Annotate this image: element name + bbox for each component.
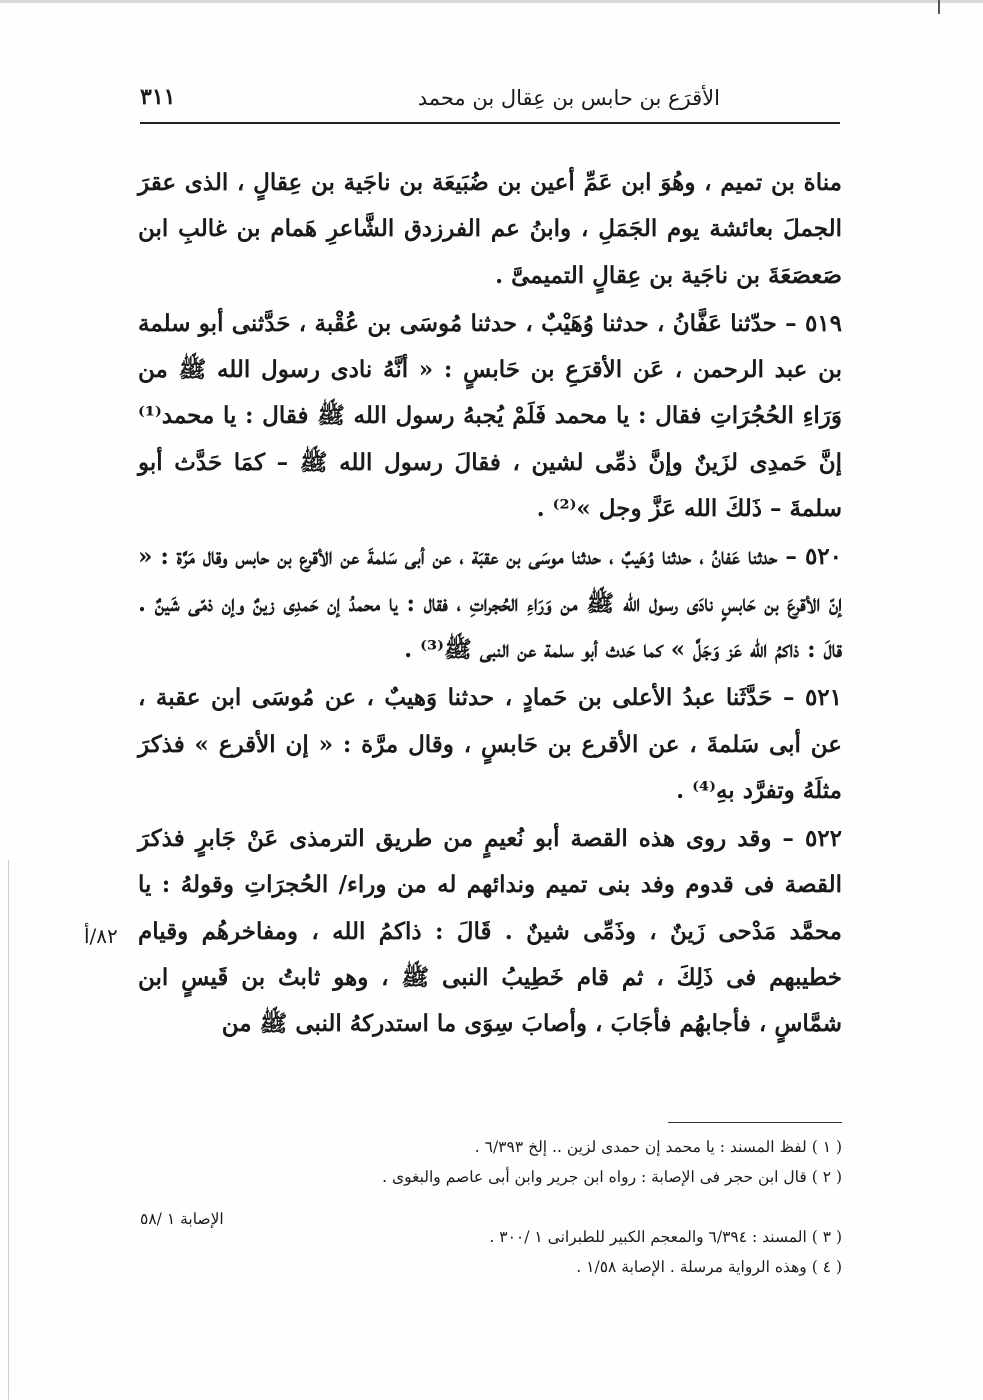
manuscript-folio-note: ٨٢/أ [84, 924, 118, 948]
running-title: الأقرَع بن حابس بن عِقال بن محمد [417, 86, 720, 110]
scan-top-edge [0, 0, 983, 3]
footnote-4: ( ٤ ) وهذه الرواية مرسلة . الإصابة ١/٥٨ . [576, 1258, 842, 1276]
footnotes [140, 1132, 842, 1282]
scan-left-edge [8, 860, 9, 1400]
footnote-1: ( ١ ) لفظ المسند : يا محمد إن حمدى لزين .. إلخ ٦/٣٩٣ . [474, 1138, 842, 1156]
paragraph-519: ٥١٩ – حدّثنا عَفَّانُ ، حدثنا وُهَيْبٌ ، حدثنا مُوسَى بن عُقْبة ، حَدَّثنى أبو سلمة بن عبد الرحمن ، عَن الأقرَعِ بن حَابسٍ : « أنَّهُ نادى رسول الله ﷺ من وَرَاءِ الحُجُرَاتِ فقال : يا محمد فَلَمْ يُجبهُ رسول الله ﷺ فقال : يا محمد⁽¹⁾ إنَّ حَمدِى لزَينٌ وإنَّ ذمِّى لشين ، فقالَ رسول الله ﷺ – كمَا حَدَّث أبو سلمةَ – ذَلكَ الله عَزَّ وجل »⁽²⁾ . [138, 309, 842, 523]
footnote-2: ( ٢ ) قال ابن حجر فى الإصابة : رواه ابن جرير وابن أبى عاصم والبغوى . [382, 1168, 842, 1186]
paragraph-522: ٥٢٢ – وقد روى هذه القصة أبو نُعيمٍ من طريق الترمذى عَنْ جَابرٍ فذكرَ القصة فى قدوم وفد بنى تميم وندائهم له من وراء/ الحُجرَاتِ وقولهُ : يا محمَّد مَدْحى زَينٌ ، وذَمِّى شينٌ . قَالَ : ذاكمُ الله ، ومفاخرهُم وقيام خطيبهم فى ذَلِكَ ، ثم قام خَطِيبُ النبى ﷺ ، وهو ثابتُ بن قَيسٍ ابن شمَّاسٍ ، فأجابهُم فأجَابَ ، وأصابَ سِوَى ما استدركهُ النبى ﷺ من [138, 825, 842, 1038]
footnote-separator [668, 1122, 842, 1123]
scan-mark [938, 0, 940, 14]
header-rule [140, 122, 840, 124]
main-text [138, 160, 842, 1048]
paragraph-intro: مناة بن تميم ، وهُوَ ابن عَمِّ أعين بن ضُبَيعَة بن ناجَية بن عِقالٍ ، الذى عقرَ الجملَ بعائشة يوم الجَمَلِ ، وابنُ عم الفرزدق الشَّاعرِ هَمام بن غالبِ ابن صَعصَعَةَ بن ناجَية بن عِقالٍ التميمىَّ . [138, 169, 842, 289]
footnote-3: ( ٣ ) المسند : ٦/٣٩٤ والمعجم الكبير للطبرانى ١ /٣٠٠ . [489, 1228, 842, 1246]
paragraph-521: ٥٢١ – حَدَّثَنا عبدُ الأعلى بن حَمادٍ ، حدثنا وَهيبٌ ، عن مُوسَى ابن عقبة ، عن أبى سَلمةَ ، عن الأقرع بن حَابسٍ ، وقال مرَّة : « إن الأقرع » فذكرَ مثلَهُ وتفرَّد بهِ⁽⁴⁾ . [138, 684, 842, 804]
running-header [140, 80, 840, 124]
footnote-2-reference: الإصابة ١ /٥٨ [140, 1210, 224, 1228]
page-number: ٣١١ [140, 84, 176, 110]
footnote-2-continuation [140, 1192, 842, 1222]
paragraph-520: ٥٢٠ – حدثنا عَفانُ ، حدثنا وُهَيبٌ ، حدثنا موسَى بن عقبَة ، عن أبى سَلمةَ عن الأقرع بن حابس وقال مَرَّة : « إنّ الأقرعَ بن حَابسٍ نادَى رسول الله ﷺ من وَرَاءِ الحُجراتِ ، فقال : يا محمدُ إن حَمدِى زينٌ وإن ذمّى شَينٌ . قالَ : ذاكمُ الله عَز وَجَلَّ » كما حَدث أبو سلمة عن النبى ﷺ⁽³⁾ . [138, 543, 842, 663]
